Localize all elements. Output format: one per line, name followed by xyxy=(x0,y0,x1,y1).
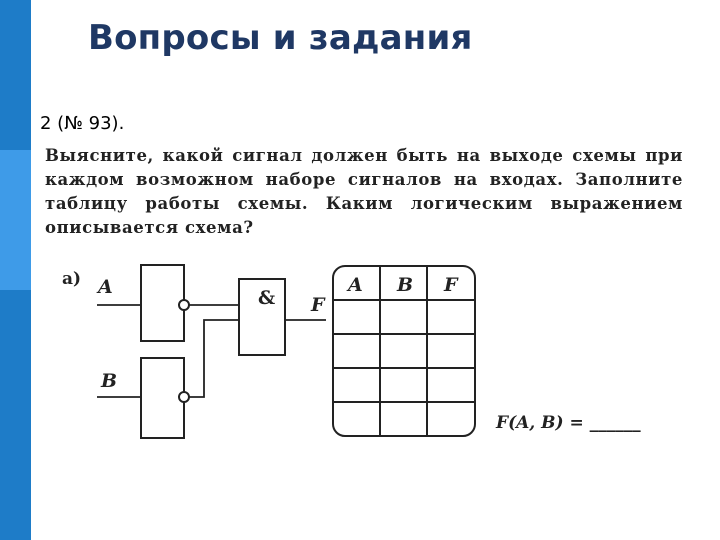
truth-table-header-a: A xyxy=(348,274,363,296)
input-a-label: A xyxy=(98,276,113,298)
input-b-label: B xyxy=(101,370,118,392)
not-gate-top xyxy=(141,265,184,341)
slide-title: Вопросы и задания xyxy=(88,18,473,58)
not-gate-bottom xyxy=(141,358,184,438)
part-label: а) xyxy=(62,269,82,289)
and-gate-symbol: & xyxy=(258,287,276,309)
not-gate-top-inversion-bubble xyxy=(179,300,189,310)
not-gate-bottom-inversion-bubble xyxy=(179,392,189,402)
task-number: 2 (№ 93). xyxy=(40,113,125,134)
formula: F(A, B) = ______ xyxy=(496,413,641,433)
task-text: Выясните, какой сигнал должен быть на выходе схемы при каждом возможном наборе сигналов на входах. Заполните таблицу работы схемы. Каким логическим выражением описывается схема? xyxy=(45,146,683,237)
truth-table-header-f: F xyxy=(444,274,458,296)
truth-table-header-b: B xyxy=(397,274,414,296)
not-bottom-to-and-wire xyxy=(189,320,239,397)
output-label: F xyxy=(311,294,325,316)
